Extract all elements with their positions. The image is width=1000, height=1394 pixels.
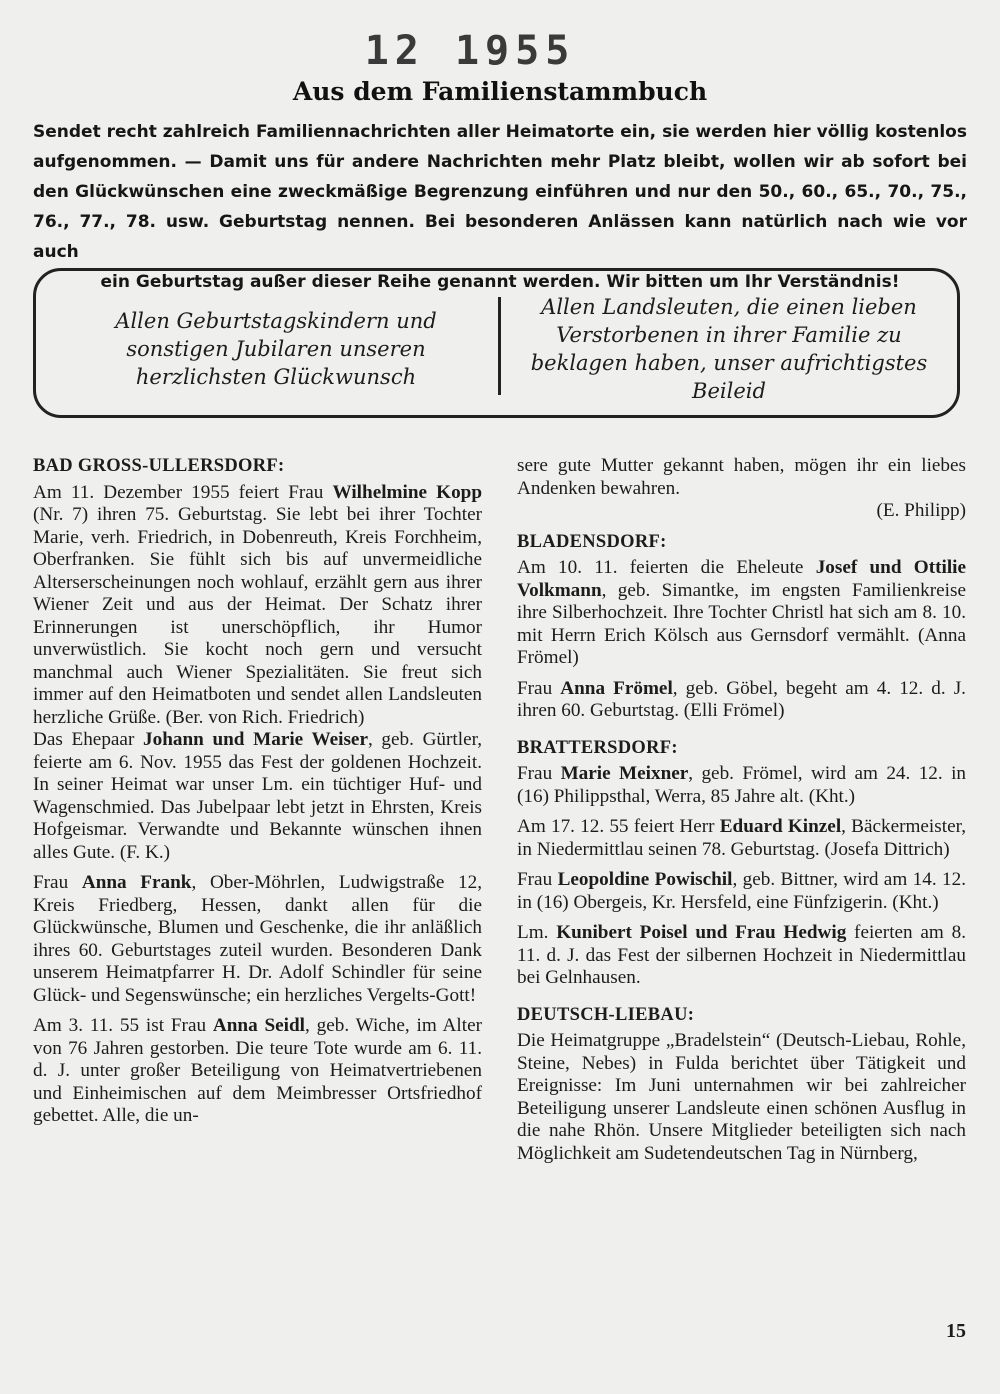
section-heading-brattersdorf: BRATTERSDORF: [517,737,678,758]
issue-stamp: 12 1955 [364,28,576,74]
article-paragraph: Das Ehepaar Johann und Marie Weiser, geb. Gürtler, feierte am 6. Nov. 1955 das Fest der goldenen Hochzeit. In seiner Heimat war unser Lm. ein tüchtiger Huf- und Wagenschmied. Das Jubelpaar lebt jetzt in Ehrsten, Kreis Hofgeismar. Verwandte und Bekannte wünschen ihnen alles Gute. (F. K.) [33,729,483,863]
left-column [33,455,482,1136]
article-paragraph: Am 10. 11. feierten die Eheleute Josef und Ottilie Volkmann, geb. Simantke, im engsten Familienkreise ihre Silberhochzeit. Ihre Tochter Christl hat sich am 8. 10. mit Herrn Erich Kölsch aus Gernsdorf vermählt. (Anna Frömel) [517,557,966,668]
person-name: Wilhelmine Kopp [332,481,482,503]
box-divider [498,297,501,395]
condolence-message: Allen Landsleuten, die einen lieben Verstorbenen in ihrer Familie zu beklagen haben, unser aufrichtigstes Beileid [530,295,928,403]
person-name: Anna Frömel [560,677,673,699]
article-paragraph: Am 11. Dezember 1955 feiert Frau Wilhelmine Kopp (Nr. 7) ihren 75. Geburtstag. Sie lebt bei ihrer Tochter Marie, verh. Friedrich, in Dobenreuth, Kreis Forchheim, Oberfranken. Sie fühlt sich bis auf unvermeidliche Alterserscheinungen noch wohlauf, erzählt gern aus ihrer Wiener Zeit und aus der Heimat. Der Schatz ihrer Erinnerungen ist unerschöpflich, ihr Humor unverwüstlich. Sie kocht noch gern und versucht manchmal auch Wiener Spezialitäten. Sie freut sich immer auf den Heimatboten und sendet allen Landsleuten herzliche Grüße. (Ber. von Rich. Friedrich) [33,481,482,728]
greeting-box [33,268,960,418]
article-paragraph: Lm. Kunibert Poisel und Frau Hedwig feierten am 8. 11. d. J. das Fest der silbernen Hochzeit in Niedermittlau bei Gelnhausen. [517,922,966,988]
page-title: Aus dem Familienstammbuch [292,77,708,106]
intro-text: Sendet recht zahlreich Familiennachrichten aller Heimatorte ein, sie werden hier völlig kostenlos aufgenommen. — Damit uns für andere Nachrichten mehr Platz bleibt, wollen wir ab sofort bei den Glückwünschen eine zweckmäßige Begrenzung einführen und nur den 50., 60., 65., 70., 75., 76., 77., 78. usw. Geburtstag nennen. Bei besonderen Anlässen kann natürlich nach wie vor auch [33,122,967,262]
person-name: Leopoldine Powischil [557,869,733,890]
person-name: Eduard Kinzel [719,816,842,837]
page-number: 15 [946,1320,966,1342]
article-paragraph: Frau Anna Frömel, geb. Göbel, begeht am 4. 12. d. J. ihren 60. Geburtstag. (Elli Frömel) [517,677,966,721]
article-paragraph: Die Heimatgruppe „Bradelstein“ (Deutsch-Liebau, Rohle, Steine, Nebes) in Fulda berichtet über Tätigkeit und Ereignisse: Im Juni unternahmen wir bei zahlreicher Beteiligung unserer Landsleute einen schönen Ausflug in die nahe Rhön. Unsere Mitglieder beteiligten sich nach Möglichkeit am Sudetendeutschen Tag in Nürnberg, [517,1030,966,1164]
intro-text-last-line: ein Geburtstag außer dieser Reihe genannt werden. Wir bitten um Ihr Verständnis! [100,272,900,292]
birthday-greeting: Allen Geburtstagskindern und sonstigen Jubilaren unseren herzlichsten Glückwunsch [115,309,437,389]
article-paragraph: Frau Leopoldine Powischil, geb. Bittner, wird am 14. 12. in (16) Obergeis, Kr. Hersfeld, eine Fünfzigerin. (Kht.) [517,869,966,913]
person-name: Kunibert Poisel und Frau Hedwig [556,922,847,943]
person-name: Marie Meixner [560,763,689,784]
article-paragraph: Frau Marie Meixner, geb. Frömel, wird am 24. 12. in (16) Philippsthal, Werra, 85 Jahre alt. (Kht.) [517,763,967,807]
article-paragraph: Am 3. 11. 55 ist Frau Anna Seidl, geb. Wiche, im Alter von 76 Jahren gestorben. Die teure Tote wurde am 6. 11. d. J. unter großer Beteiligung von Heimatvertriebenen und Einheimischen auf dem Meimbresser Ortsfriedhof gebettet. Alle, die un- [33,1015,482,1126]
article-continuation: sere gute Mutter gekannt haben, mögen ihr ein liebes Andenken bewahren. [517,455,966,499]
section-heading-bladensdorf: BLADENSDORF: [517,531,667,552]
right-column [517,455,966,1173]
person-name: Anna Seidl [212,1015,306,1036]
article-paragraph: Am 17. 12. 55 feiert Herr Eduard Kinzel, Bäckermeister, in Niedermittlau seinen 78. Geburtstag. (Josefa Dittrich) [517,816,966,860]
article-paragraph: Frau Anna Frank, Ober-Möhrlen, Ludwigstraße 12, Kreis Friedberg, Hessen, dankt allen für die Glückwünsche, Blumen und Geschenke, die ihr anläßlich ihres 60. Geburtstages zuteil wurden. Besonderen Dank unserem Heimatpfarrer H. Dr. Adolf Schindler für seine Glück- und Segenswünsche; ein herzliches Vergelts-Gott! [33,872,483,1006]
person-name: Josef und Ottilie Volkmann [517,557,966,601]
section-heading-deutsch-liebau: DEUTSCH-LIEBAU: [517,1004,695,1025]
section-heading-bad-gross-ullersdorf: BAD GROSS-ULLERSDORF: [33,456,285,476]
person-name: Johann und Marie Weiser [143,729,368,750]
author-signature: (E. Philipp) [876,500,966,521]
person-name: Anna Frank [81,872,192,893]
